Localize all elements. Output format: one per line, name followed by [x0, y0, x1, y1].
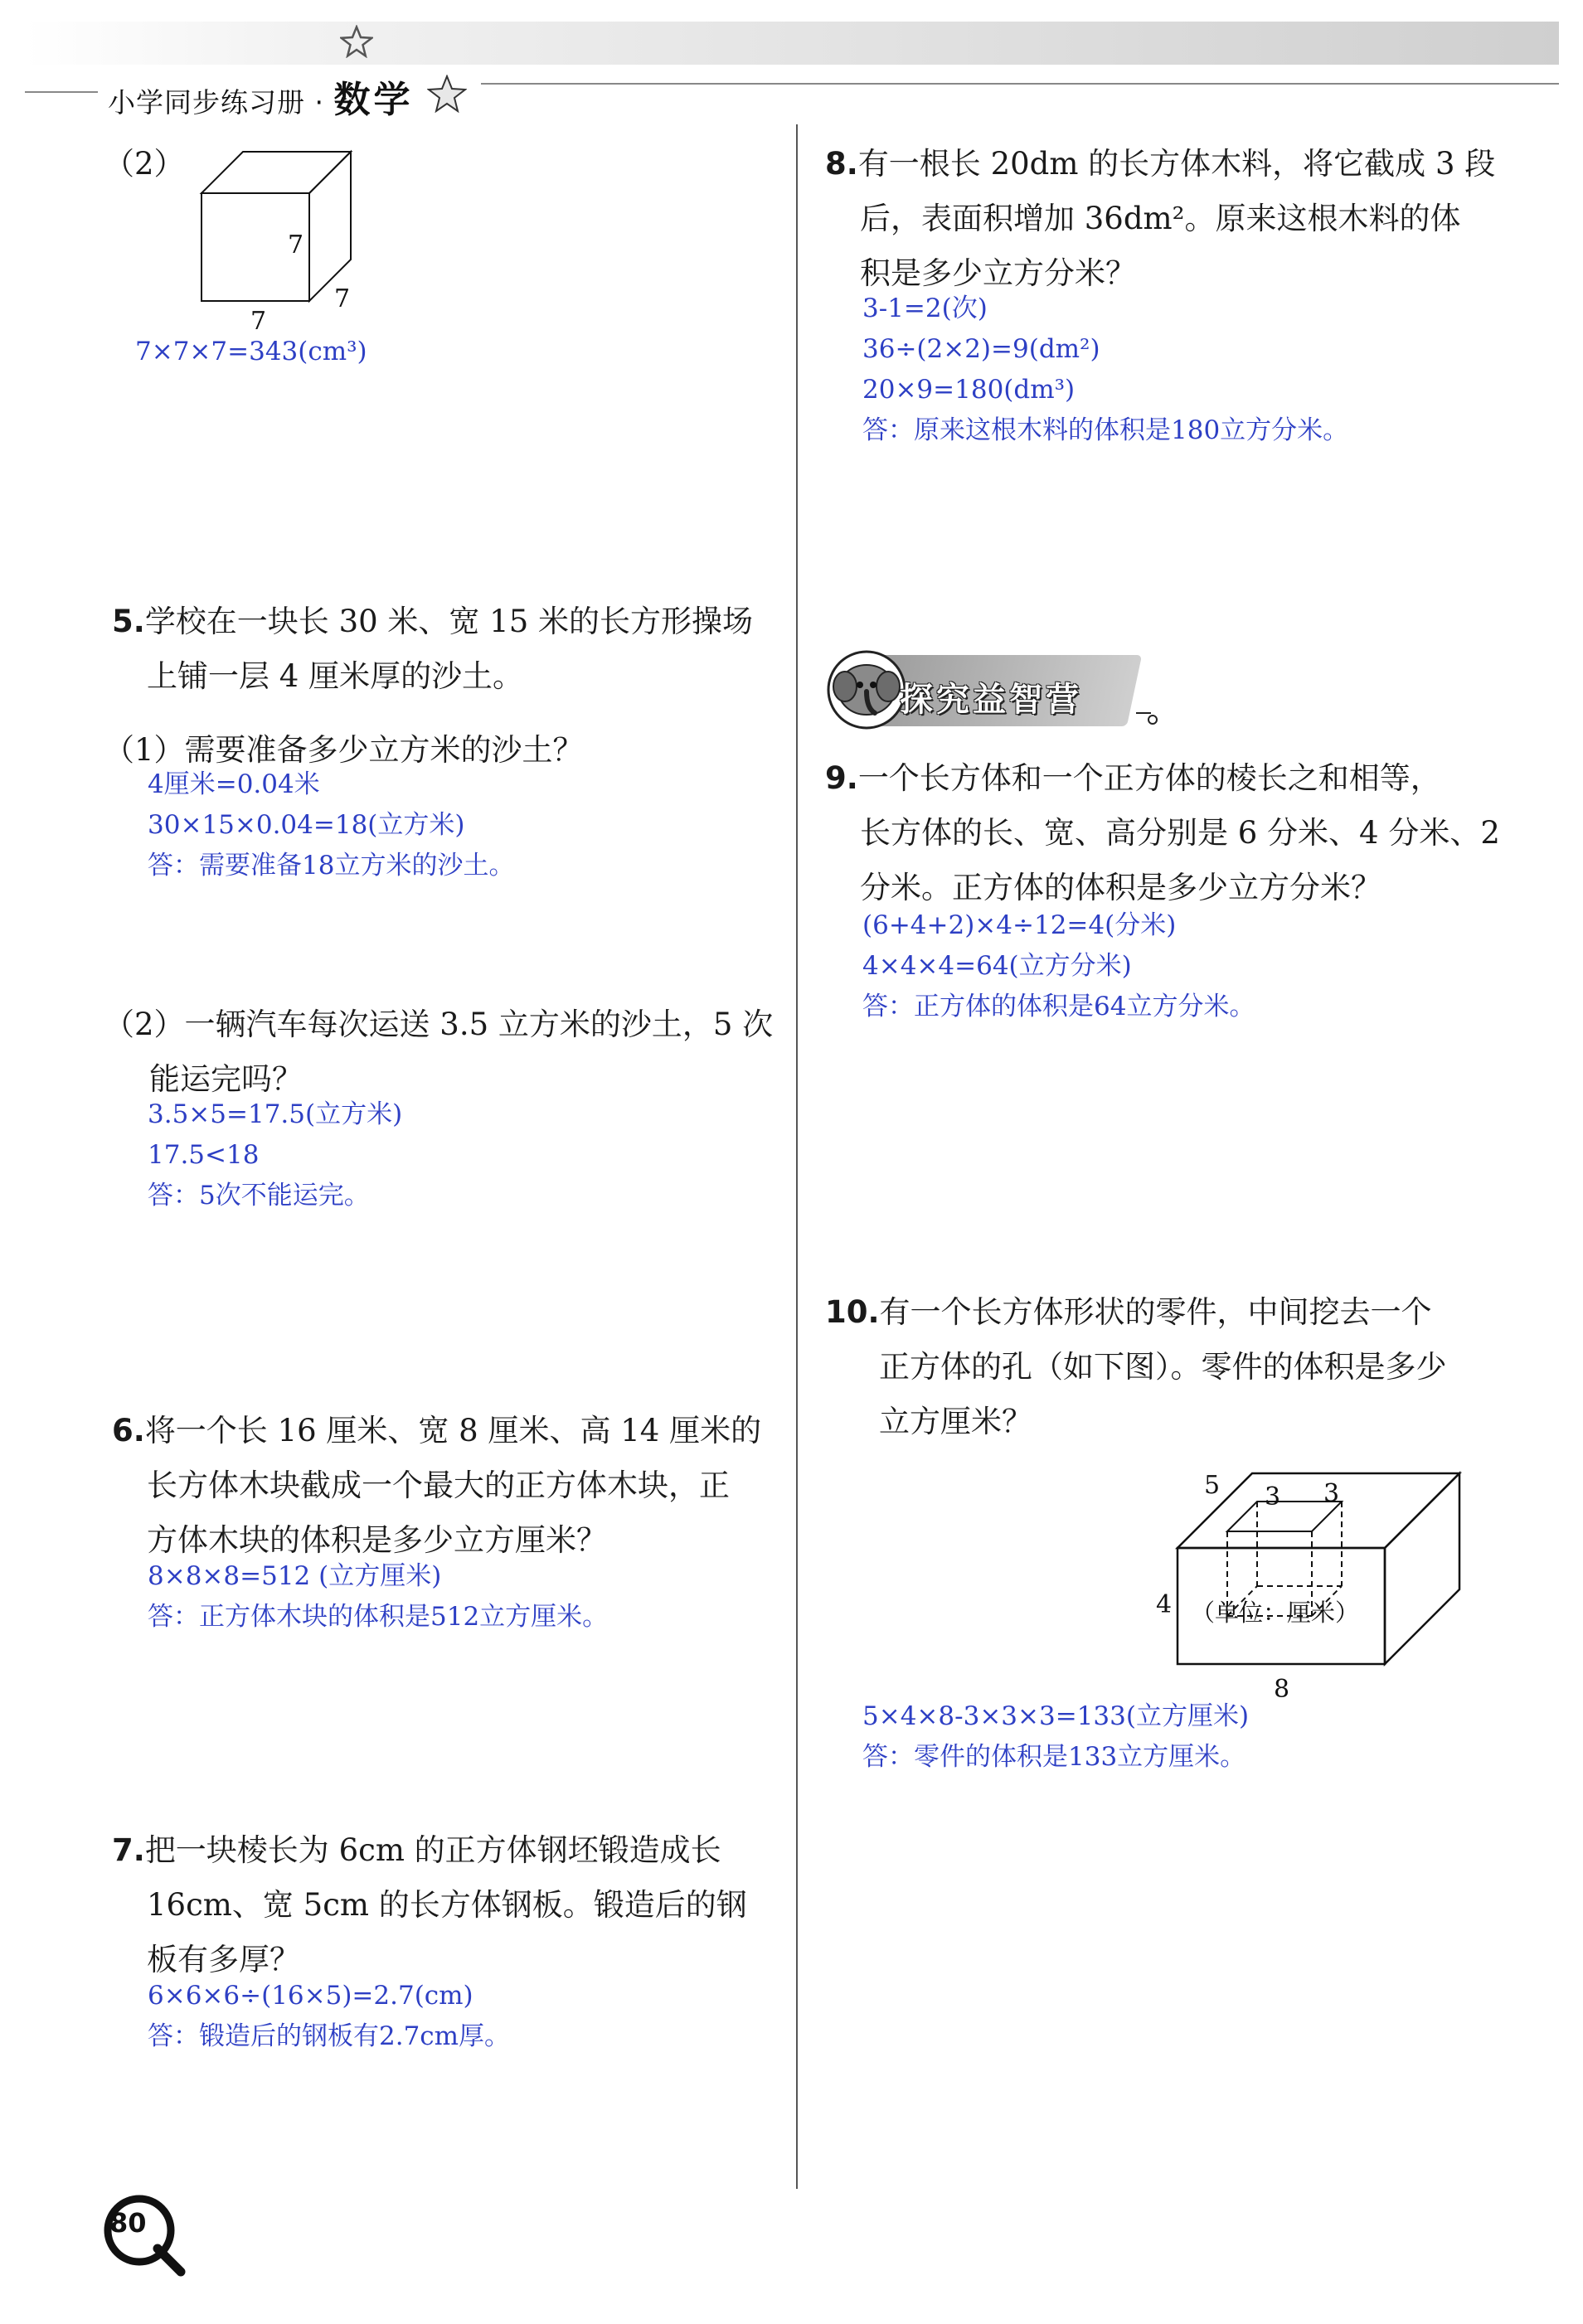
hole-edge-b-label: 3	[1323, 1479, 1340, 1508]
answer-line: 答：5次不能运完。	[148, 1181, 370, 1211]
banner-hook-icon	[1134, 703, 1159, 728]
q5-sub1-answer	[148, 764, 514, 886]
q5-text	[112, 594, 753, 704]
answer-line: 5×4×8-3×3×3=133(立方厘米)	[862, 1701, 1250, 1731]
q7-line1: 把一块棱长为 6cm 的正方体钢坯锻造成长	[144, 1832, 721, 1868]
q5-number: 5.	[112, 604, 145, 639]
q8-line1: 有一根长 20dm 的长方体木料，将它截成 3 段	[857, 146, 1496, 182]
answer-line: 6×6×6÷(16×5)=2.7(cm)	[148, 1981, 473, 2011]
answer-line: 答：正方体木块的体积是512立方厘米。	[148, 1602, 609, 1632]
q9-line1: 一个长方体和一个正方体的棱长之和相等，	[857, 760, 1441, 796]
answer-line: 答：零件的体积是133立方厘米。	[862, 1742, 1246, 1772]
q9-line3: 分米。正方体的体积是多少立方分米？	[860, 870, 1381, 905]
answer-line: 8×8×8=512 (立方厘米)	[148, 1561, 442, 1591]
q8-number: 8.	[825, 146, 858, 182]
q9-answer	[862, 905, 1255, 1027]
star-small-icon	[340, 25, 373, 58]
part-length-label: 8	[1274, 1675, 1290, 1704]
answer-line: 答：原来这根木料的体积是180立方分米。	[862, 415, 1349, 445]
q7-text	[112, 1823, 747, 1987]
answer-line: 30×15×0.04=18(立方米)	[148, 810, 465, 840]
q6-line3: 方体木块的体积是多少立方厘米？	[147, 1522, 607, 1558]
section-title: 探究益智营	[900, 681, 1082, 719]
answer-line: 20×9=180(dm³)	[862, 375, 1076, 405]
q9-text	[825, 751, 1500, 915]
q5-sub2-line1: （2）一辆汽车每次运送 3.5 立方米的沙土，5 次	[104, 1007, 774, 1042]
elephant-icon	[825, 648, 908, 731]
q7-line2: 16cm、宽 5cm 的长方体钢板。锻造后的钢	[147, 1887, 747, 1923]
answer-line: (6+4+2)×4÷12=4(分米)	[862, 910, 1177, 940]
cube-edge-height: 7	[288, 230, 304, 260]
q5-line2: 上铺一层 4 厘米厚的沙土。	[147, 658, 524, 694]
q10-text	[825, 1285, 1447, 1449]
q9-number: 9.	[825, 760, 858, 796]
part-depth-label: 5	[1204, 1471, 1221, 1500]
q7-line3: 板有多厚？	[147, 1942, 300, 1977]
q6-number: 6.	[112, 1413, 145, 1448]
q7-answer	[148, 1976, 510, 2057]
answer-line: 36÷(2×2)=9(dm²)	[862, 334, 1100, 364]
q10-line3: 立方厘米？	[879, 1404, 1032, 1439]
part-height-label: 4	[1156, 1590, 1173, 1619]
q10-answer	[862, 1696, 1249, 1778]
answer-line: 4×4×4=64(立方分米)	[862, 951, 1132, 981]
page-header-title	[108, 70, 413, 123]
hole-edge-a-label: 3	[1265, 1482, 1281, 1511]
header-band	[25, 22, 1559, 65]
header-rule-right	[481, 83, 1559, 85]
q10-line1: 有一个长方体形状的零件，中间挖去一个	[879, 1294, 1432, 1330]
cube-edge-depth: 7	[334, 284, 351, 313]
q5-sub2-label	[104, 997, 773, 1107]
answer-line: 4厘米=0.04米	[148, 769, 320, 799]
q4-sub2-answer: 7×7×7=343(cm³)	[135, 337, 367, 366]
answer-line: 3.5×5=17.5(立方米)	[148, 1099, 403, 1129]
star-icon	[427, 75, 467, 113]
answer-line: 答：锻造后的钢板有2.7cm厚。	[148, 2021, 511, 2051]
page-number: 80	[109, 2207, 147, 2239]
answer-line: 3-1=2(次)	[862, 294, 988, 323]
q5-sub2-line2: 能运完吗？	[149, 1061, 303, 1097]
header-subject: 数学	[333, 79, 414, 121]
q6-line1: 将一个长 16 厘米、宽 8 厘米、高 14 厘米的	[144, 1413, 762, 1448]
q8-answer	[862, 289, 1348, 451]
q5-sub1-label: （1）需要准备多少立方米的沙土？	[104, 732, 584, 768]
answer-line: 答：需要准备18立方米的沙土。	[148, 851, 515, 881]
header-title-prefix: 小学同步练习册 ·	[108, 86, 334, 119]
q8-line3: 积是多少立方分米？	[860, 255, 1136, 291]
q7-number: 7.	[112, 1832, 145, 1868]
part-figure	[1153, 1463, 1501, 1712]
answer-line: 答：正方体的体积是64立方分米。	[862, 992, 1255, 1021]
q8-text	[825, 137, 1495, 301]
q6-line2: 长方体木块截成一个最大的正方体木块，正	[147, 1468, 730, 1503]
q8-line2: 后，表面积增加 36dm²。原来这根木料的体	[860, 201, 1461, 236]
q10-number: 10.	[825, 1294, 880, 1330]
header-rule-left	[25, 91, 98, 93]
q6-answer	[148, 1556, 608, 1637]
q10-line2: 正方体的孔（如下图）。零件的体积是多少	[879, 1349, 1447, 1385]
column-divider	[796, 124, 798, 2189]
q4-sub2-label: （2）	[104, 146, 185, 182]
q9-line2: 长方体的长、宽、高分别是 6 分米、4 分米、2	[860, 815, 1500, 851]
cube-edge-length: 7	[250, 307, 267, 336]
q5-line1: 学校在一块长 30 米、宽 15 米的长方形操场	[144, 604, 754, 639]
unit-note: （单位：厘米）	[1191, 1599, 1360, 1627]
cube-figure	[187, 145, 377, 344]
q5-sub2-answer	[148, 1094, 402, 1216]
answer-line: 17.5<18	[148, 1140, 260, 1170]
q6-text	[112, 1404, 761, 1568]
